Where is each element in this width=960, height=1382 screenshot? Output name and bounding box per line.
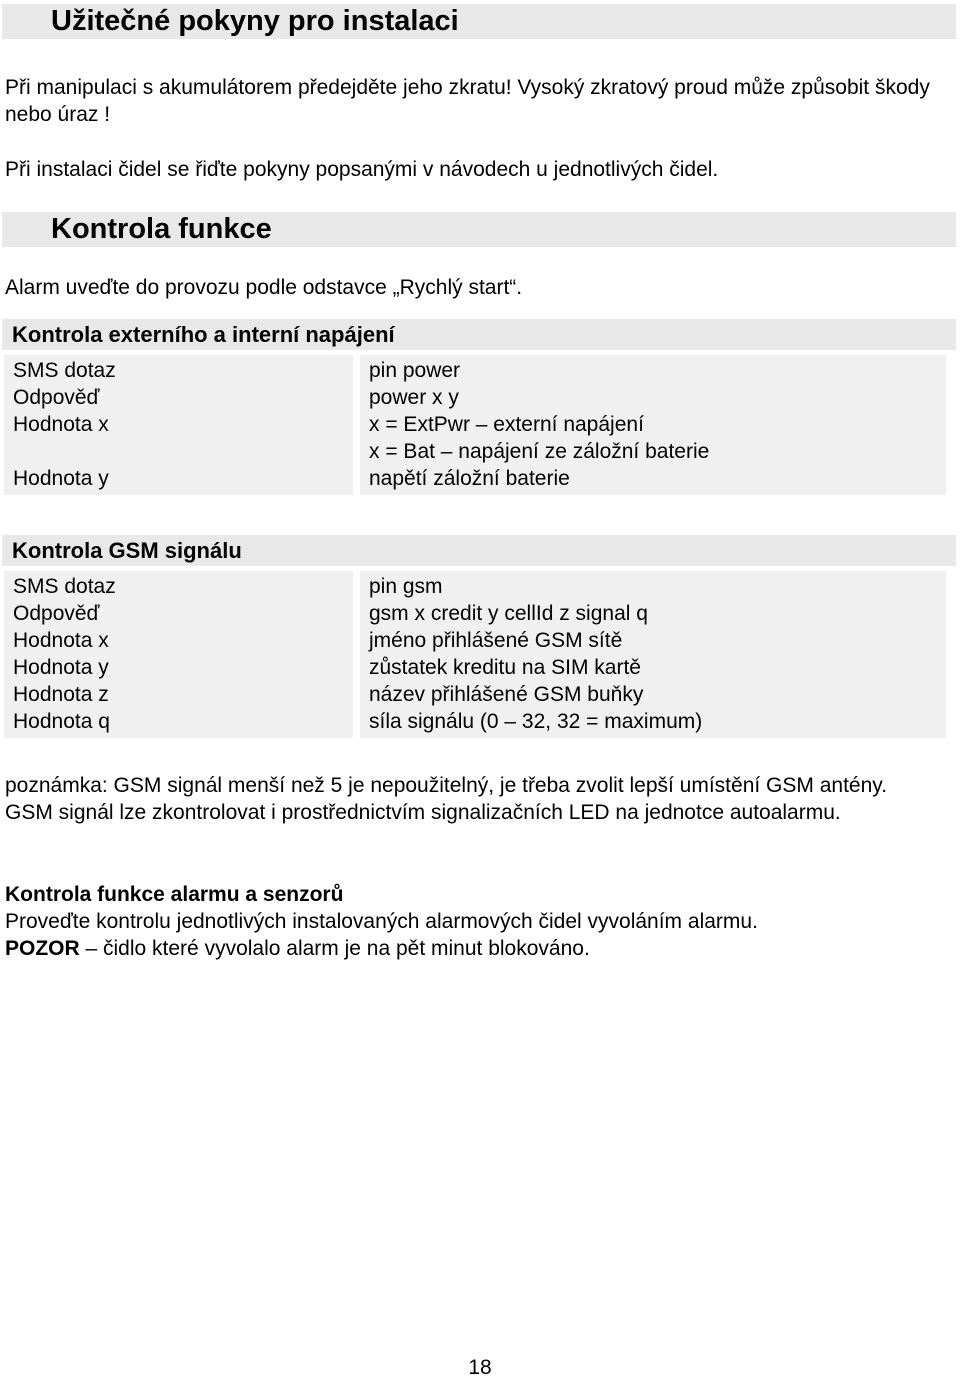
gsm-table-values [360, 571, 946, 738]
gsm-label: Hodnota x [13, 629, 109, 652]
heading-function-check: Kontrola funkce [2, 212, 956, 247]
paragraph-battery-warning: Při manipulaci s akumulátorem předejděte jeho zkratu! Vysoký zkratový proud může způsobit škody nebo úraz ! [5, 76, 930, 126]
alarm-check-text: Proveďte kontrolu jednotlivých instalovaných alarmových čidel vyvoláním alarmu. [5, 910, 758, 933]
power-value: napětí záložní baterie [369, 467, 570, 490]
gsm-label: Hodnota y [13, 656, 109, 679]
power-section-title: Kontrola externího a interní napájení [2, 319, 956, 350]
power-label: SMS dotaz [13, 359, 116, 382]
alarm-check-title: Kontrola funkce alarmu a senzorů [5, 883, 344, 906]
power-value: x = Bat – napájení ze záložní baterie [369, 440, 710, 463]
gsm-value: název přihlášené GSM buňky [369, 683, 644, 706]
power-label [13, 438, 353, 465]
power-table-values [360, 355, 946, 495]
warning-label: POZOR [5, 937, 80, 960]
power-value: x = ExtPwr – externí napájení [369, 413, 644, 436]
power-value: pin power [369, 359, 461, 382]
paragraph-sensor-install: Při instalaci čidel se řiďte pokyny popsanými v návodech u jednotlivých čidel. [5, 158, 719, 181]
gsm-value: gsm x credit y cellId z signal q [369, 602, 648, 625]
power-label: Hodnota x [13, 413, 109, 436]
gsm-value: síla signálu (0 – 32, 32 = maximum) [369, 710, 703, 733]
gsm-value: pin gsm [369, 575, 443, 598]
gsm-table-labels [4, 571, 353, 738]
power-table-labels [4, 355, 353, 495]
gsm-label: Hodnota z [13, 683, 109, 706]
page-number: 18 [468, 1356, 492, 1379]
gsm-label: Odpověď [13, 602, 100, 625]
power-label: Odpověď [13, 386, 100, 409]
gsm-note: poznámka: GSM signál menší než 5 je nepoužitelný, je třeba zvolit lepší umístění GSM antény. GSM signál lze zkontrolovat i prostřednictvím signalizačních LED na jednotce autoalarmu. [5, 774, 888, 824]
power-value: power x y [369, 386, 459, 409]
power-table [4, 355, 946, 495]
power-label: Hodnota y [13, 467, 109, 490]
gsm-section-title: Kontrola GSM signálu [2, 535, 956, 566]
gsm-value: zůstatek kreditu na SIM kartě [369, 656, 641, 679]
gsm-label: Hodnota q [13, 710, 110, 733]
paragraph-quick-start: Alarm uveďte do provozu podle odstavce „Rychlý start“. [5, 276, 523, 299]
heading-installation-tips: Užitečné pokyny pro instalaci [2, 4, 956, 39]
gsm-table [4, 571, 946, 738]
gsm-value: jméno přihlášené GSM sítě [369, 629, 623, 652]
gsm-label: SMS dotaz [13, 575, 116, 598]
alarm-warning [5, 935, 950, 962]
warning-text: – čidlo které vyvolalo alarm je na pět minut blokováno. [79, 937, 590, 960]
